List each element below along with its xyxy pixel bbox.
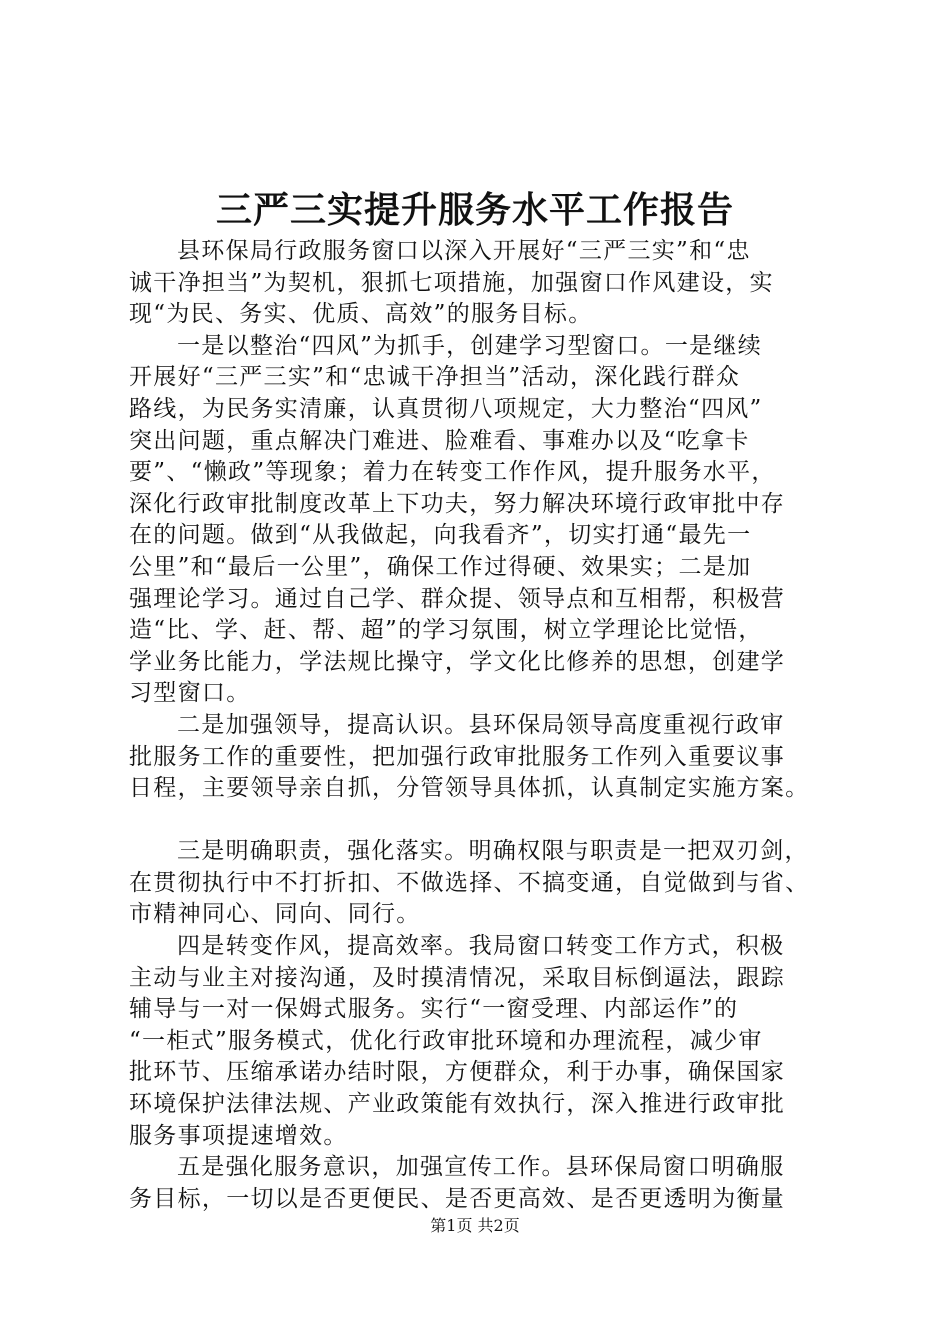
text-line: 批服务工作的重要性，把加强行政审批服务工作列入重要议事 <box>129 743 786 770</box>
text-line: 路线，为民务实清廉，认真贯彻八项规定，大力整治“四风” <box>129 395 763 422</box>
text-line: 一是以整治“四风”为抓手，创建学习型窗口。一是继续 <box>177 332 763 359</box>
text-line: 在贯彻执行中不打折扣、不做选择、不搞变通，自觉做到与省、 <box>129 869 810 896</box>
text-line: 市精神同心、同向、同行。 <box>129 901 421 928</box>
paragraph-1 <box>129 236 841 331</box>
text-line: 诚干净担当”为契机，狠抓七项措施，加强窗口作风建设，实 <box>129 269 774 296</box>
text-line: 造“比、学、赶、帮、超”的学习氛围，树立学理论比觉悟， <box>129 617 763 644</box>
text-line: 五是强化服务意识，加强宣传工作。县环保局窗口明确服 <box>177 1154 785 1181</box>
page-footer: 第1页 共2页 <box>430 1216 520 1235</box>
paragraph-5 <box>129 931 841 1152</box>
text-line: 在的问题。做到“从我做起，向我看齐”，切实打通“最先一 <box>129 522 752 549</box>
text-line: 环境保护法律法规、产业政策能有效执行，深入推进行政审批 <box>129 1091 786 1118</box>
text-line: 三是明确职责，强化落实。明确权限与职责是一把双刃剑， <box>177 838 809 865</box>
blank-line <box>129 805 841 837</box>
text-line: 突出问题，重点解决门难进、脸难看、事难办以及“吃拿卡 <box>129 427 750 454</box>
text-line: 学业务比能力，学法规比操守，学文化比修养的思想，创建学 <box>129 648 786 675</box>
text-line: 二是加强领导，提高认识。县环保局领导高度重视行政审 <box>177 711 785 738</box>
text-line: 要”、“懒政”等现象；着力在转变工作作风，提升服务水平， <box>129 459 776 486</box>
text-line: 日程，主要领导亲自抓，分管领导具体抓，认真制定实施方案。 <box>129 775 810 802</box>
text-line: 公里”和“最后一公里”，确保工作过得硬、效果实；二是加 <box>129 553 752 580</box>
text-line: 务目标，一切以是否更便民、是否更高效、是否更透明为衡量 <box>129 1185 786 1212</box>
text-line: 主动与业主对接沟通，及时摸清情况，采取目标倒逼法，跟踪 <box>129 964 786 991</box>
document-title: 三严三实提升服务水平工作报告 <box>215 189 734 231</box>
text-line: 辅导与一对一保姆式服务。实行“一窗受理、内部运作”的 <box>129 996 739 1023</box>
paragraph-6 <box>129 1152 841 1215</box>
text-line: 县环保局行政服务窗口以深入开展好“三严三实”和“忠 <box>177 238 751 264</box>
text-line: 批环节、压缩承诺办结时限，方便群众，利于办事，确保国家 <box>129 1059 786 1086</box>
text-line: 深化行政审批制度改革上下功夫，努力解决环境行政审批中存 <box>129 490 786 517</box>
text-line: 四是转变作风，提高效率。我局窗口转变工作方式，积极 <box>177 933 785 960</box>
text-line: “一柜式”服务模式，优化行政审批环境和办理流程，减少审 <box>129 1027 763 1054</box>
text-line: 服务事项提速增效。 <box>129 1122 348 1149</box>
text-line: 强理论学习。通过自己学、群众提、领导点和互相帮，积极营 <box>129 585 786 612</box>
text-line: 开展好“三严三实”和“忠诚干净担当”活动，深化践行群众 <box>129 364 741 391</box>
document-body <box>129 236 841 1215</box>
paragraph-3 <box>129 710 841 805</box>
text-line: 现“为民、务实、优质、高效”的服务目标。 <box>129 301 593 328</box>
paragraph-2 <box>129 331 841 710</box>
paragraph-4 <box>129 836 841 931</box>
text-line: 习型窗口。 <box>129 680 251 707</box>
